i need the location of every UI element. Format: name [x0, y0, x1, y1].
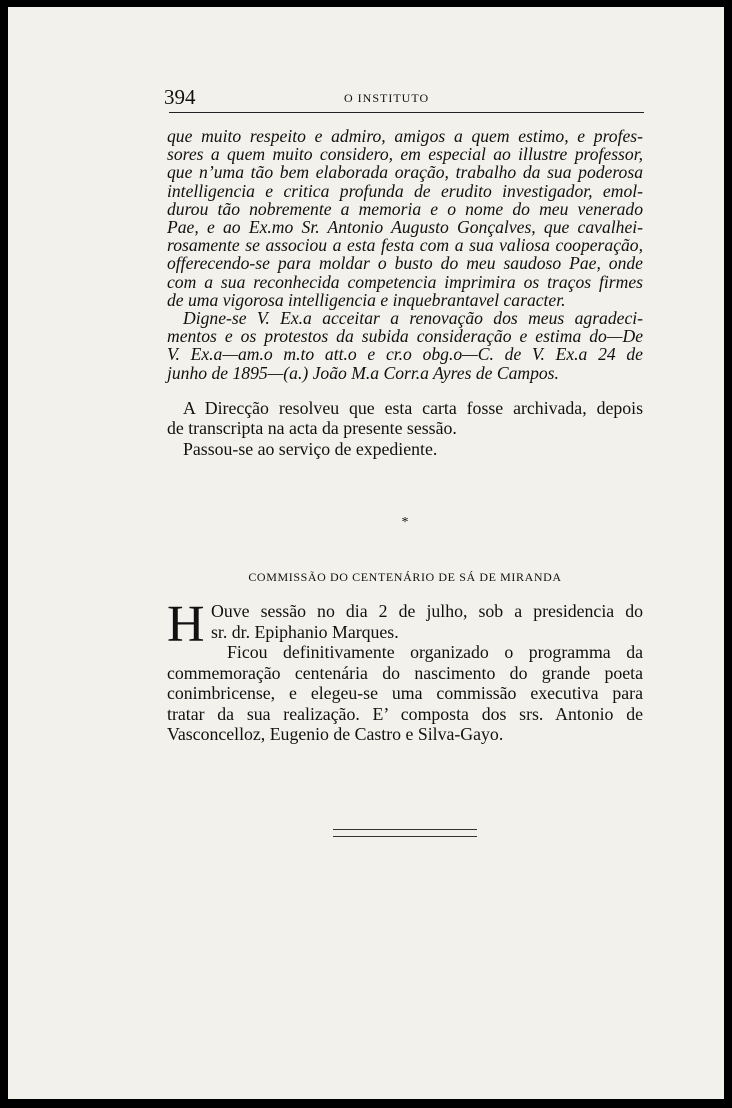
minutes-line: de transcripta na acta da presente sessão.	[167, 418, 457, 439]
section-title: COMMISSÃO DO CENTENÁRIO DE SÁ DE MIRANDA	[248, 570, 562, 584]
page-header	[164, 83, 644, 113]
letter-line: durou tão nobremente a memoria e o nome do meu venerado	[167, 198, 643, 219]
letter-line: que muito respeito e admiro, amigos a quem estimo, e profes-	[167, 126, 643, 146]
end-rule	[333, 829, 477, 837]
service-line: Passou-se ao serviço de expediente.	[183, 438, 438, 459]
running-head: O INSTITUTO	[344, 91, 430, 105]
section-body	[167, 596, 643, 745]
letter-line: intelligencia e critica profunda de erudito investigador, emol-	[167, 180, 643, 201]
section-line: conimbricense, e elegeu-se uma commissão executiva para	[167, 683, 643, 703]
header-rule	[169, 112, 644, 113]
section-line: sr. dr. Epiphanio Marques.	[211, 621, 399, 642]
letter-closing-line: V. Ex.a—am.o m.to att.o e cr.o obg.o—C. de V. Ex.a 24 de	[167, 344, 643, 365]
minutes-line: A Direcção resolveu que esta carta fosse archivada, depois	[183, 397, 643, 418]
section-line: Ficou definitivamente organizado o programma da	[227, 642, 643, 662]
letter-line: de uma vigorosa intelligencia e inquebrantavel caracter.	[167, 289, 566, 310]
page-number: 394	[164, 85, 196, 109]
dropcap: H	[167, 596, 205, 653]
letter-closing-line: Digne-se V. Ex.a acceitar a renovação dos meus agradeci-	[183, 308, 643, 329]
minutes-text	[167, 398, 643, 460]
page-body	[167, 126, 643, 744]
letter-line: Pae, e ao Ex.mo Sr. Antonio Augusto Gonçalves, que cavalhei-	[167, 217, 643, 238]
letter-line: que n’uma tão bem elaborada oração, trabalho da sua poderosa	[167, 162, 643, 183]
section-first-lines	[167, 596, 643, 663]
letter-line: com a sua reconhecida competencia imprimira os traços firmes	[167, 271, 643, 292]
letter-line: sores a quem muito considero, em especial ao illustre professor,	[167, 144, 643, 165]
letter-line: rosamente se associou a esta festa com a sua valiosa cooperação,	[167, 235, 643, 256]
letter-line: offerecendo-se para moldar o busto do meu saudoso Pae, onde	[167, 253, 643, 274]
letter-closing-line: junho de 1895—(a.) João M.a Corr.a Ayres de Campos.	[167, 362, 559, 383]
section-line: Vasconcelloz, Eugenio de Castro e Silva-Gayo.	[167, 724, 504, 744]
book-page	[8, 7, 724, 1099]
section-line: commemoração centenária do nascimento do grande poeta	[167, 662, 643, 683]
section-line: Ouve sessão no dia 2 de julho, sob a presidencia do	[211, 601, 643, 621]
letter-closing-line: mentos e os protestos da subida consideração e estima do—De	[167, 326, 643, 347]
section-line: tratar da sua realização. E’ composta dos srs. Antonio de	[167, 703, 643, 724]
letter-text	[167, 127, 643, 382]
section-separator: *	[401, 515, 409, 530]
